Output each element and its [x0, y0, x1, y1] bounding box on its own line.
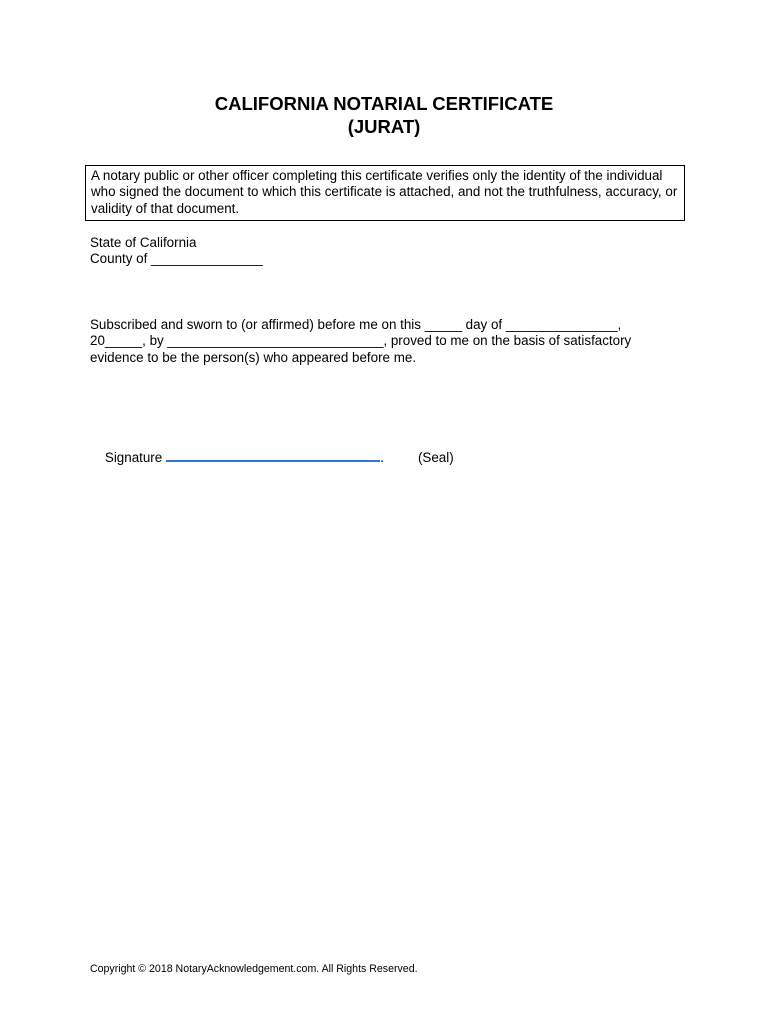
copyright-footer: Copyright © 2018 NotaryAcknowledgement.com. All Rights Reserved.: [90, 963, 418, 975]
notice-box: [85, 165, 685, 221]
venue-county: County of _______________: [90, 251, 263, 267]
notice-text: A notary public or other officer completing this certificate verifies only the identity of the individual who signed the document to which this certificate is attached, and not the truthfulness, accuracy, or validity of that document.: [91, 168, 678, 216]
signature-label: Signature: [104, 450, 163, 466]
signature-period: .: [380, 450, 384, 466]
jurat-line-2: 20_____, by _____________________________, proved to me on the basis of satisfactory: [90, 333, 632, 349]
venue-state: State of California: [90, 235, 197, 250]
seal-label: (Seal): [417, 450, 454, 466]
jurat-statement: [90, 317, 690, 366]
jurat-line-3: evidence to be the person(s) who appeared before me.: [90, 349, 417, 365]
venue-block: [90, 235, 263, 268]
signature-row: [90, 432, 454, 483]
jurat-line-1: Subscribed and sworn to (or affirmed) before me on this _____ day of _______________,: [90, 317, 622, 332]
signature-line[interactable]: [166, 448, 380, 462]
title-line-1: CALIFORNIA NOTARIAL CERTIFICATE: [214, 93, 554, 114]
title-line-2: (JURAT): [347, 116, 421, 137]
page-title: [0, 92, 768, 138]
